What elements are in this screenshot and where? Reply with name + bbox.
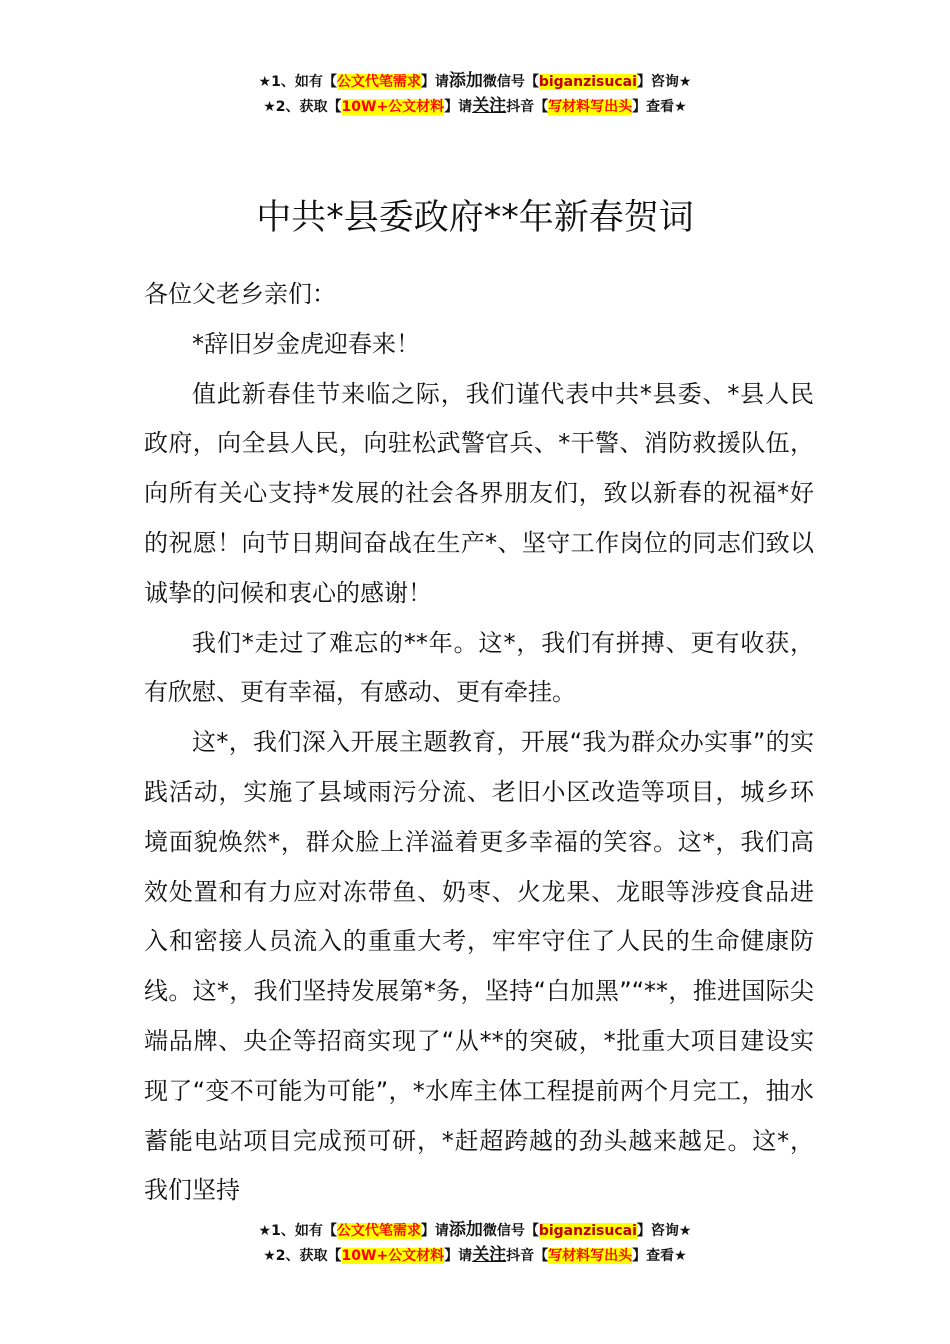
salutation: 各位父老乡亲们： xyxy=(144,280,336,308)
promo-line-1 xyxy=(0,1218,950,1243)
promo-text: 微信号【 xyxy=(482,74,539,90)
paragraph: *辞旧岁金虎迎春来！ xyxy=(192,329,420,358)
promo-text: 】请 xyxy=(444,99,473,115)
promo-line-2 xyxy=(0,94,950,119)
promo-highlight: 10W+公文材料 xyxy=(341,1248,445,1264)
bottom-promo-banner xyxy=(0,1218,950,1268)
paragraph: 这*，我们深入开展主题教育，开展“我为群众办实事”的实践活动，实施了县域雨污分流、老旧小区改造等项目，城乡环境面貌焕然*，群众脸上洋溢着更多幸福的笑容。这*，我们高效处置和有力应对冻带鱼、奶枣、火龙果、龙眼等涉疫食品进入和密接人员流入的重重大考，牢牢守住了人民的生命健康防线。这*，我们坚持发展第*务，坚持“白加黑”“**，推进国际尖端品牌、央企等招商实现了“从**的突破，*批重大项目建设实现了“变不可能为可能”，*水库主体工程提前两个月完工，抽水蓄能电站项目完成预可研，*赶超跨越的劲头越来越足。这*，我们坚持 xyxy=(144,728,814,1205)
promo-highlight: 公文代笔需求 xyxy=(336,1223,421,1239)
promo-text: 抖音【 xyxy=(506,1248,549,1264)
promo-highlight: 10W+公文材料 xyxy=(341,99,445,115)
promo-text: 】请 xyxy=(420,1223,449,1239)
promo-text: 】请 xyxy=(444,1248,473,1264)
document-body xyxy=(144,270,814,1216)
promo-line-2 xyxy=(0,1243,950,1268)
promo-highlight: 公文代笔需求 xyxy=(336,74,421,90)
promo-text: ★2、获取【 xyxy=(263,99,342,115)
promo-wechat-id: biganzisucai xyxy=(538,74,637,90)
promo-line-1 xyxy=(0,69,950,94)
promo-highlight: 写材料写出头 xyxy=(548,1248,633,1264)
promo-text: 微信号【 xyxy=(482,1223,539,1239)
document-title: 中共*县委政府**年新春贺词 xyxy=(256,198,694,239)
promo-text: 】咨询★ xyxy=(636,74,692,90)
promo-text: ★2、获取【 xyxy=(263,1248,342,1264)
top-promo-banner xyxy=(0,69,950,119)
promo-keyword: 添加 xyxy=(448,71,483,91)
promo-keyword: 添加 xyxy=(448,1220,483,1240)
promo-keyword: 关注 xyxy=(472,96,507,116)
promo-text: 抖音【 xyxy=(506,99,549,115)
promo-text: 】查看★ xyxy=(632,99,687,115)
paragraph: 值此新春佳节来临之际，我们谨代表中共*县委、*县人民政府，向全县人民，向驻松武警官兵、*干警、消防救援队伍，向所有关心支持*发展的社会各界朋友们，致以新春的祝福*好的祝愿！向节日期间奋战在生产*、坚守工作岗位的同志们致以诚挚的问候和衷心的感谢！ xyxy=(144,379,814,607)
promo-text: ★1、如有【 xyxy=(258,74,337,90)
promo-text: 】查看★ xyxy=(632,1248,687,1264)
promo-text: ★1、如有【 xyxy=(258,1223,337,1239)
promo-highlight: 写材料写出头 xyxy=(548,99,633,115)
promo-text: 】请 xyxy=(420,74,449,90)
promo-text: 】咨询★ xyxy=(636,1223,692,1239)
paragraph: 我们*走过了难忘的**年。这*，我们有拼搏、更有收获，有欣慰、更有幸福，有感动、更有牵挂。 xyxy=(144,628,814,707)
promo-keyword: 关注 xyxy=(472,1245,507,1265)
promo-wechat-id: biganzisucai xyxy=(538,1223,637,1239)
